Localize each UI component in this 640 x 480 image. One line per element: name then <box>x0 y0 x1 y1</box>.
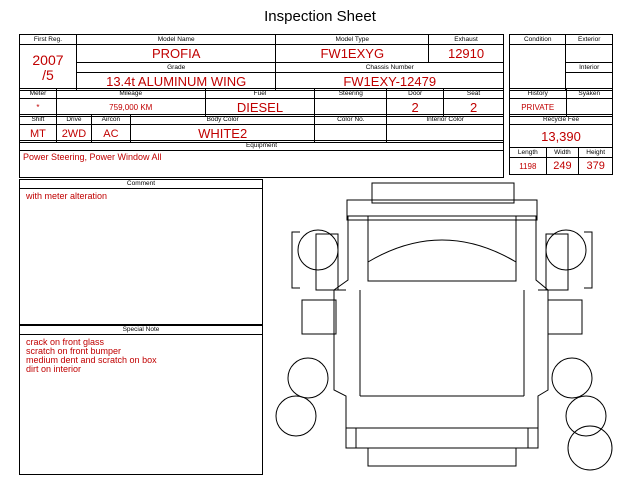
meter-value: * <box>20 99 57 117</box>
specs-table-2 <box>19 114 504 143</box>
comment-label: Comment <box>20 180 262 189</box>
aircon-value: AC <box>91 125 130 143</box>
recycle-fee-label: Recycle Fee <box>510 115 613 125</box>
left-side-panel <box>316 234 338 290</box>
model-name-label: Model Name <box>76 35 276 45</box>
history-label: History <box>510 89 567 99</box>
model-type-label: Model Type <box>276 35 429 45</box>
model-name-value: PROFIA <box>76 45 276 63</box>
comment-box <box>19 179 263 325</box>
first-reg-year: 2007 <box>32 51 64 68</box>
equipment-label: Equipment <box>20 141 504 151</box>
windshield-outline <box>368 216 516 281</box>
door-label: Door <box>387 89 444 99</box>
history-table <box>509 88 613 117</box>
history-value: PRIVATE <box>510 99 567 117</box>
left-mirror <box>292 232 300 288</box>
page-title: Inspection Sheet <box>264 8 376 25</box>
comment-value: with meter alteration <box>26 191 108 201</box>
special-note-item: dirt on interior <box>26 364 82 374</box>
first-reg-month: /5 <box>42 66 54 83</box>
meter-label: Meter <box>20 89 57 99</box>
truck-diagram <box>270 176 640 480</box>
wheel-back-right <box>568 426 612 470</box>
special-note-item: crack on front glass <box>26 337 105 347</box>
chassis-number-value: FW1EXY-12479 <box>276 73 504 91</box>
first-reg-label: First Reg. <box>20 35 77 45</box>
windshield-curve <box>368 240 516 262</box>
recycle-fee-table <box>509 114 613 148</box>
chassis-number-label: Chassis Number <box>276 63 504 73</box>
steering-label: Steering <box>315 89 387 99</box>
grade-label: Grade <box>76 63 276 73</box>
interior-label: Interior <box>566 63 613 73</box>
equipment-table <box>19 140 504 178</box>
grade-value: 13.4t ALUMINUM WING <box>76 73 276 91</box>
shift-value: MT <box>20 125 57 143</box>
condition-value <box>510 45 566 91</box>
mileage-value: 759,000 KM <box>56 99 205 117</box>
fuel-label: Fuel <box>205 89 315 99</box>
model-type-value: FW1EXYG <box>276 45 429 63</box>
length-label: Length <box>510 148 547 158</box>
dimensions-table <box>509 147 613 175</box>
exhaust-label: Exhaust <box>429 35 504 45</box>
specs-table <box>19 88 504 117</box>
aircon-label: Aircon <box>91 115 130 125</box>
special-note-label: Special Note <box>20 326 262 335</box>
wheel-tail-left <box>276 396 316 436</box>
special-note-list <box>20 335 262 377</box>
length-value: 1198 <box>510 158 547 175</box>
special-note-item: scratch on front bumper <box>26 346 122 356</box>
wheel-tail-right <box>566 396 606 436</box>
special-note-item: medium dent and scratch on box <box>26 355 157 365</box>
wheel-rear-right <box>552 358 592 398</box>
wheel-front-right <box>546 230 586 270</box>
right-mirror <box>584 232 592 288</box>
interior-color-label: Interior Color <box>387 115 504 125</box>
wheel-front-left <box>298 230 338 270</box>
wheel-rear-left <box>288 358 328 398</box>
seat-label: Seat <box>444 89 504 99</box>
right-side-panel <box>546 234 568 290</box>
exterior-value <box>566 45 613 63</box>
seat-value: 2 <box>444 99 504 117</box>
color-no-label: Color No. <box>315 115 387 125</box>
drive-label: Drive <box>56 115 91 125</box>
drive-value: 2WD <box>56 125 91 143</box>
mileage-label: Mileage <box>56 89 205 99</box>
height-label: Height <box>579 148 613 158</box>
exhaust-value: 12910 <box>429 45 504 63</box>
door-value: 2 <box>387 99 444 117</box>
rear-bumper-outline <box>346 428 538 448</box>
equipment-value: Power Steering, Power Window All <box>20 151 504 178</box>
special-note-box <box>19 325 263 475</box>
condition-table <box>509 34 613 91</box>
vehicle-info-table <box>19 34 504 91</box>
body-color-value: WHITE2 <box>130 125 315 143</box>
first-reg-value <box>20 45 77 91</box>
width-value: 249 <box>546 158 579 175</box>
fuel-value: DIESEL <box>205 99 315 117</box>
body-color-label: Body Color <box>130 115 315 125</box>
syaken-label: Syaken <box>566 89 613 99</box>
shift-label: Shift <box>20 115 57 125</box>
height-value: 379 <box>579 158 613 175</box>
width-label: Width <box>546 148 579 158</box>
condition-label: Condition <box>510 35 566 45</box>
rear-plate-outline <box>368 448 516 466</box>
recycle-fee-value: 13,390 <box>510 125 613 148</box>
exterior-label: Exterior <box>566 35 613 45</box>
